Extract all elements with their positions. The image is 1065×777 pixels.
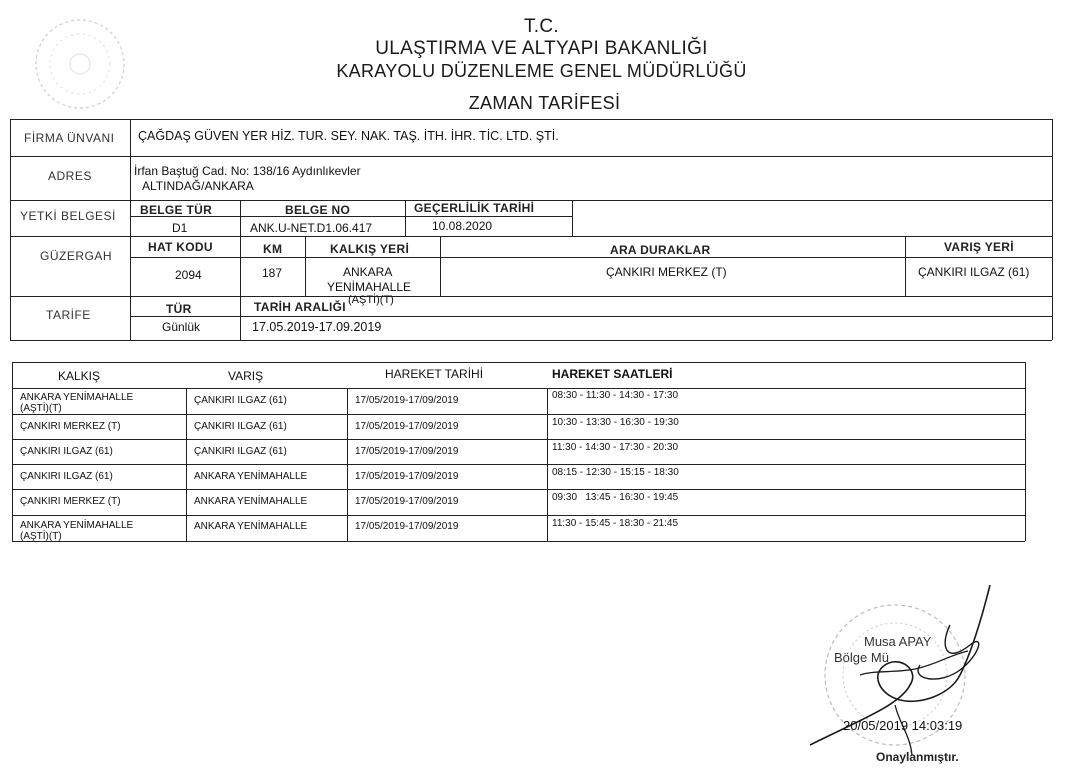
row-saatler: 09:30 13:45 - 16:30 - 19:45 <box>552 492 679 503</box>
adres-label: ADRES <box>48 169 92 183</box>
km-value: 187 <box>262 266 283 280</box>
page-title: ZAMAN TARİFESİ <box>468 93 621 113</box>
signatory-title: Bölge Mü <box>834 650 889 665</box>
adres-line1: İrfan Baştuğ Cad. No: 138/16 Aydınlıkevler <box>134 164 361 178</box>
row-tarih: 17/05/2019-17/09/2019 <box>355 521 459 532</box>
ara-duraklar-label: ARA DURAKLAR <box>610 243 711 257</box>
row-kalkis: ÇANKIRI MERKEZ (T) <box>20 421 121 432</box>
tarih-araligi-label: TARİH ARALIĞI <box>254 300 346 314</box>
col-header-hareket-tarihi: HAREKET TARİHİ <box>385 367 484 381</box>
ara-duraklar-value: ÇANKIRI MERKEZ (T) <box>606 265 727 279</box>
row-tarih: 17/05/2019-17/09/2019 <box>355 471 459 482</box>
row-kalkis: ÇANKIRI MERKEZ (T) <box>20 496 121 507</box>
row-saatler: 08:15 - 12:30 - 15:15 - 18:30 <box>552 467 679 478</box>
kalkis-yeri-line1: ANKARA <box>343 265 393 279</box>
header-ministry: ULAŞTIRMA VE ALTYAPI BAKANLIĞI <box>375 38 708 59</box>
col-header-hareket-saatleri: HAREKET SAATLERİ <box>552 367 673 381</box>
tur-label: TÜR <box>166 302 192 316</box>
col-header-varis: VARIŞ <box>228 369 264 383</box>
signature-datetime: 20/05/2019 14:03:19 <box>843 718 963 733</box>
tur-value: Günlük <box>162 320 201 334</box>
row-varis: ANKARA YENİMAHALLE <box>194 471 308 482</box>
kalkis-yeri-label: KALKIŞ YERİ <box>330 242 410 256</box>
belge-tur-label: BELGE TÜR <box>140 203 213 217</box>
firma-label: FİRMA ÜNVANI <box>24 131 115 145</box>
kalkis-yeri-line3: (AŞTİ)(T) <box>348 294 394 306</box>
km-label: KM <box>263 242 283 256</box>
varis-yeri-value: ÇANKIRI ILGAZ (61) <box>918 265 1030 279</box>
row-kalkis-sub: (AŞTİ)(T) <box>20 403 62 414</box>
tarih-araligi-value: 17.05.2019-17.09.2019 <box>252 320 382 334</box>
row-kalkis: ÇANKIRI ILGAZ (61) <box>20 446 113 457</box>
belge-no-value: ANK.U-NET.D1.06.417 <box>250 221 373 235</box>
belge-tur-value: D1 <box>172 221 188 235</box>
row-tarih: 17/05/2019-17/09/2019 <box>355 395 459 406</box>
yetki-label: YETKİ BELGESİ <box>20 209 116 223</box>
row-saatler: 11:30 - 15:45 - 18:30 - 21:45 <box>552 518 679 529</box>
header-tc: T.C. <box>524 16 559 37</box>
row-tarih: 17/05/2019-17/09/2019 <box>355 421 459 432</box>
row-varis: ANKARA YENİMAHALLE <box>194 521 308 532</box>
approved-text: Onaylanmıştır. <box>876 750 959 764</box>
row-saatler: 11:30 - 14:30 - 17:30 - 20:30 <box>552 442 679 453</box>
guzergah-label: GÜZERGAH <box>40 249 113 263</box>
row-saatler: 10:30 - 13:30 - 16:30 - 19:30 <box>552 417 679 428</box>
row-tarih: 17/05/2019-17/09/2019 <box>355 446 459 457</box>
row-kalkis-sub: (AŞTİ)(T) <box>20 531 62 542</box>
gecerlilik-value: 10.08.2020 <box>432 219 493 233</box>
row-kalkis: ÇANKIRI ILGAZ (61) <box>20 471 113 482</box>
header-directorate: KARAYOLU DÜZENLEME GENEL MÜDÜRLÜĞÜ <box>336 61 747 81</box>
row-tarih: 17/05/2019-17/09/2019 <box>355 496 459 507</box>
row-saatler: 08:30 - 11:30 - 14:30 - 17:30 <box>552 390 679 401</box>
belge-no-label: BELGE NO <box>285 203 351 217</box>
row-kalkis: ANKARA YENİMAHALLE <box>20 392 134 403</box>
col-header-kalkis: KALKIŞ <box>58 369 101 383</box>
row-kalkis: ANKARA YENİMAHALLE <box>20 520 134 531</box>
firma-value: ÇAĞDAŞ GÜVEN YER HİZ. TUR. SEY. NAK. TAŞ. İTH. İHR. TİC. LTD. ŞTİ. <box>138 129 559 143</box>
tarife-label: TARİFE <box>46 308 91 322</box>
kalkis-yeri-line2: YENİMAHALLE <box>327 280 412 294</box>
hat-kodu-label: HAT KODU <box>148 240 213 254</box>
signatory-name: Musa APAY <box>864 634 932 649</box>
gecerlilik-label: GEÇERLİLİK TARİHİ <box>414 201 535 215</box>
hat-kodu-value: 2094 <box>175 268 202 282</box>
varis-yeri-label: VARIŞ YERİ <box>944 240 1014 254</box>
row-varis: ÇANKIRI ILGAZ (61) <box>194 446 287 457</box>
row-varis: ÇANKIRI ILGAZ (61) <box>194 421 287 432</box>
adres-line2: ALTINDAĞ/ANKARA <box>142 179 254 193</box>
row-varis: ANKARA YENİMAHALLE <box>194 496 308 507</box>
row-varis: ÇANKIRI ILGAZ (61) <box>194 395 287 406</box>
